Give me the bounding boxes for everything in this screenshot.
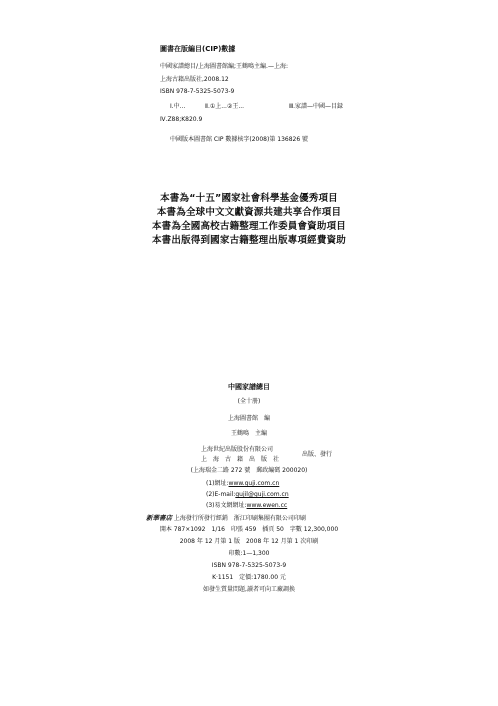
cip-class-2: Ⅳ.Z88;K820.9	[160, 116, 203, 123]
colophon-volumes: (全十册)	[237, 398, 261, 405]
cip-class-1b: Ⅱ.①上...②王...	[205, 103, 245, 110]
website2-row	[206, 503, 287, 509]
website1-link[interactable]: www.guji.com.cn	[228, 480, 280, 487]
email-row	[206, 492, 289, 498]
website2-label: (3)易文網網址:	[206, 502, 247, 509]
website1-row	[206, 481, 279, 487]
cip-core-data: 中國版本圖書館 CIP 數據核字(2008)第 136826 號	[170, 136, 309, 143]
colophon-editor: 王鶴鳴 主編	[230, 430, 267, 437]
colophon-compiler: 上海圖書館 編	[227, 415, 270, 422]
quality-notice: 如發生質量問題,讀者可向工廠調换	[203, 586, 295, 593]
edition-info: 2008 年 12 月第 1 版 2008 年 12 月第 1 次印刷	[179, 538, 319, 545]
email-label: (2)E-mail:	[206, 491, 236, 498]
price-info: K·1151 定價:1780.00 元	[212, 574, 286, 581]
xinhua-bookstore-logo: 新華書店	[146, 514, 172, 522]
funding-line-2: 本書為全球中文文獻資源共建共享合作項目	[156, 207, 342, 218]
publisher-press: 上 海 古 籍 出 版 社	[201, 456, 280, 463]
colophon-isbn: ISBN 978-7-5325-5073-9	[211, 562, 287, 569]
colophon-title: 中國家譜總目	[228, 383, 270, 391]
cip-isbn: ISBN 978-7-5325-5073-9	[160, 88, 235, 95]
distributor-row	[146, 515, 306, 522]
cip-heading: 圖書在版編目(CIP)數據	[160, 45, 236, 53]
website1-label: (1)網址:	[206, 480, 229, 487]
funding-line-4: 本書出版得到國家古籍整理出版專項經費資助	[151, 235, 346, 246]
distributor-printer: 上海發行所發行經銷 浙江印刷集團有限公司印刷	[173, 515, 306, 522]
publish-issue: 出版、發行	[302, 451, 333, 458]
book-specs: 開本 787×1092 1/16 印張 459 插頁 50 字數 12,300,000	[159, 526, 339, 533]
cip-entry-line2: 上海古籍出版社,2008.12	[160, 76, 229, 83]
funding-line-3: 本書為全國高校古籍整理工作委員會資助項目	[151, 221, 346, 232]
print-run: 印數:1—1,300	[228, 550, 270, 557]
cip-entry-line1: 中國家譜總目/上海圖書館編;王鶴鳴主編.—上海:	[160, 63, 288, 70]
website2-link[interactable]: www.ewen.cc	[246, 502, 288, 509]
funding-line-1: 本書為“十五”國家社會科學基金優秀項目	[160, 193, 338, 204]
cip-class-1a: Ⅰ.中...	[170, 103, 186, 110]
publisher-address: (上海瑞金二路 272 號 郵政編碼 200020)	[190, 467, 308, 474]
publisher-group: 上海世紀出版股份有限公司	[201, 446, 274, 453]
email-link[interactable]: gujil@guji.com.cn	[235, 491, 289, 498]
cip-class-1c: Ⅲ.家譜—中國—目録	[289, 103, 344, 110]
